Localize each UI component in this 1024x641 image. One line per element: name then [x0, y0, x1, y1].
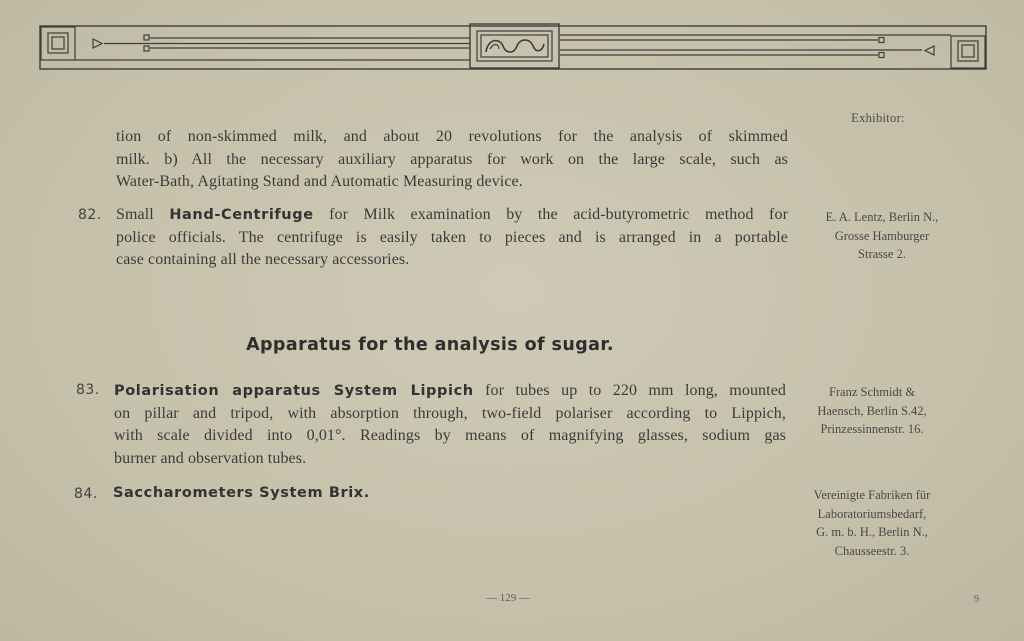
entry-line: burner and observation tubes.: [114, 449, 307, 467]
continuation-line: Water-Bath, Agitating Stand and Automatic Measuring device.: [116, 173, 523, 190]
entry-number: 82.: [78, 207, 102, 223]
entry-84: [113, 484, 370, 502]
entry-line: case containing all the necessary accessories.: [116, 251, 410, 268]
entry-name: Polarisation apparatus System Lippich: [114, 383, 474, 399]
entry-line-text: for tubes up to 220 mm long, mounted: [473, 382, 786, 399]
exhibitor-83: [790, 383, 954, 439]
entry-83: [114, 380, 786, 470]
entry-line-text: for Milk examination by the acid-butyrometric method for: [313, 206, 788, 223]
exhibitor-heading: Exhibitor:: [851, 111, 905, 125]
exhibitor-line: Laboratoriumsbedarf,: [817, 506, 927, 521]
exhibitor-line: Vereinigte Fabriken für: [813, 488, 931, 502]
entry-number: 84.: [74, 486, 98, 502]
exhibitor-line: G. m. b. H., Berlin N.,: [816, 525, 928, 539]
continuation-paragraph: [116, 126, 788, 194]
entry-name: Hand-Centrifuge: [169, 207, 314, 223]
entry-name: Saccharometers System Brix.: [113, 485, 370, 501]
exhibitor-line: Prinzessinnenstr. 16.: [820, 422, 924, 436]
entry-82: [116, 204, 788, 272]
exhibitor-82: [800, 208, 964, 264]
entry-line: [116, 204, 788, 227]
entry-line: [114, 380, 786, 403]
exhibitor-line: Franz Schmidt &: [828, 385, 916, 399]
section-heading: Apparatus for the analysis of sugar.: [246, 335, 614, 355]
entry-number: 83.: [76, 382, 100, 398]
exhibitor-line: Grosse Hamburger: [834, 228, 930, 243]
exhibitor-line: E. A. Lentz, Berlin N.,: [825, 210, 939, 224]
entry-line: with scale divided into 0,01°. Readings by means of magnifying glasses, sodium gas: [114, 427, 786, 444]
entry-prefix: Small: [116, 206, 170, 223]
exhibitor-line: Haensch, Berlin S.42,: [817, 403, 927, 418]
continuation-line: milk. b) All the necessary auxiliary apparatus for work on the large scale, such as: [116, 150, 788, 168]
signature-mark: 9: [974, 594, 979, 605]
continuation-line: tion of non-skimmed milk, and about 20 revolutions for the analysis of skimmed: [116, 128, 788, 145]
exhibitor-line: Strasse 2.: [858, 247, 906, 261]
entry-line: police officials. The centrifuge is easily taken to pieces and is arranged in a portable: [116, 228, 788, 246]
header-ornament-icon: [0, 0, 1024, 80]
exhibitor-84: [790, 486, 954, 560]
entry-line: on pillar and tripod, with absorption through, two-field polariser according to Lippich,: [114, 404, 786, 422]
page-number: — 129 —: [486, 592, 530, 604]
exhibitor-line: Chausseestr. 3.: [834, 543, 910, 558]
